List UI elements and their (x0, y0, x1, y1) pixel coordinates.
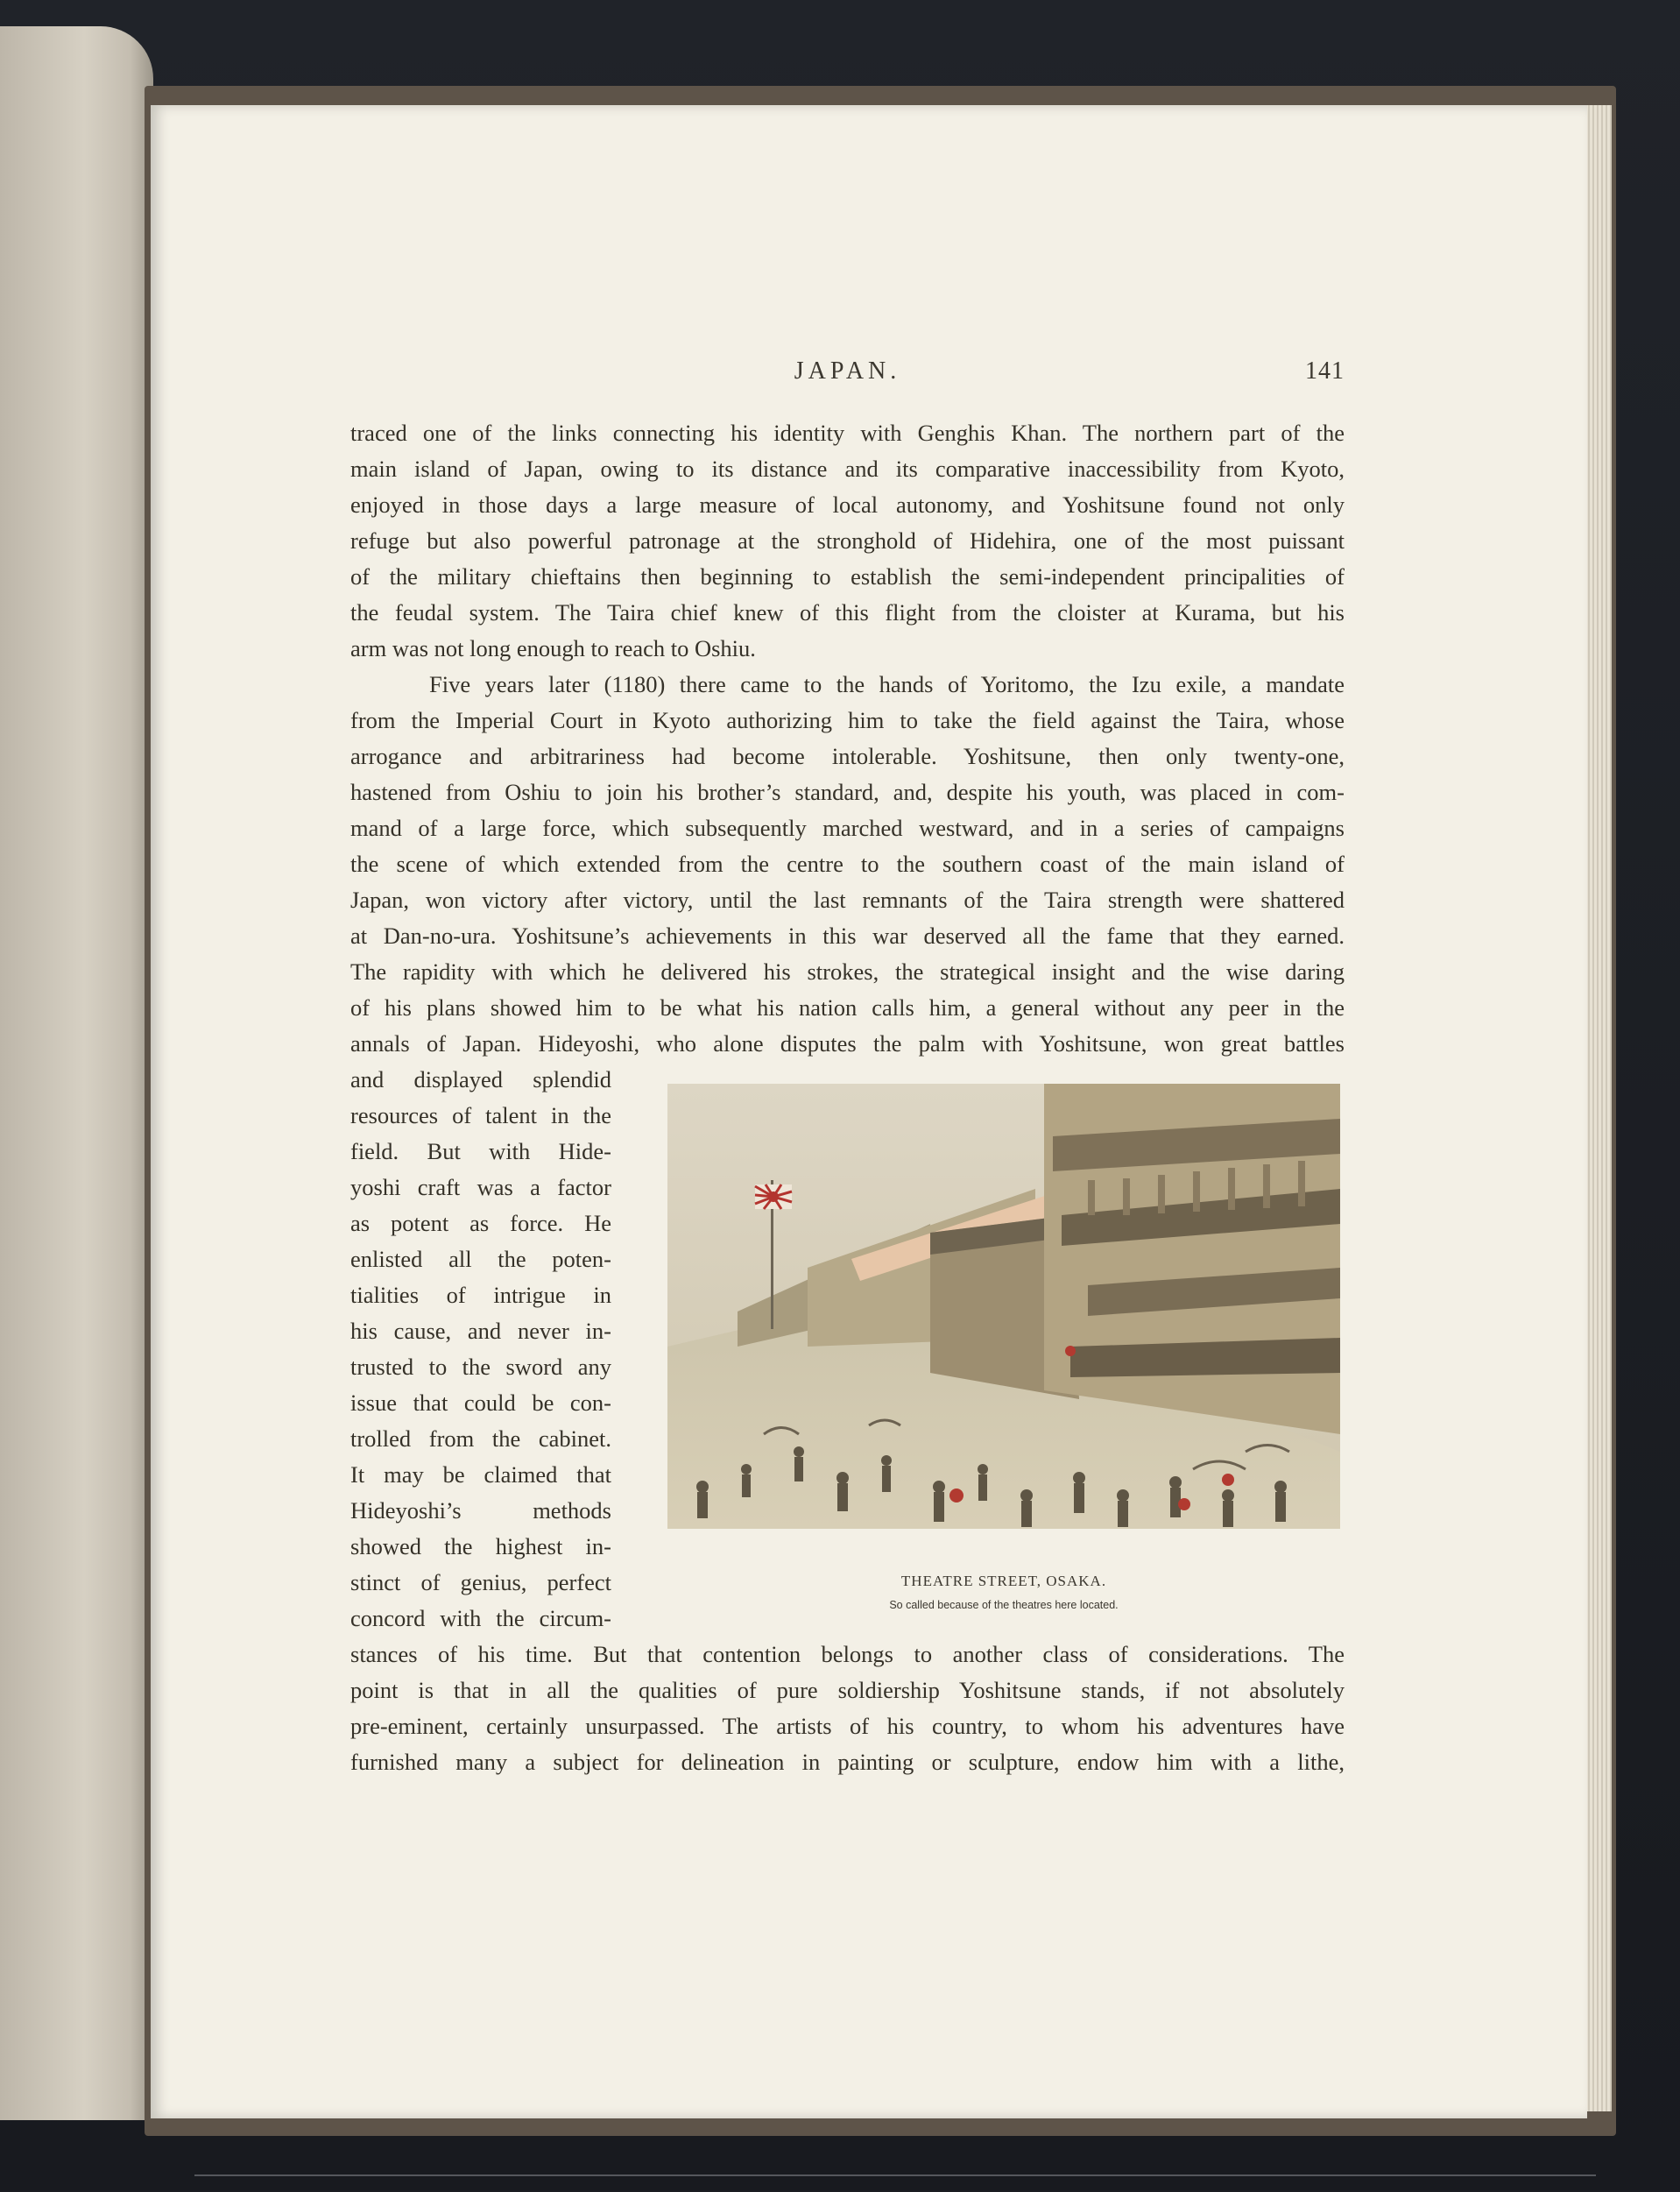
body-line: stances of his time. But that contention belongs to another class of considerations. The (350, 1641, 1345, 1667)
body-line: The rapidity with which he delivered his strokes, the strategical insight and the wise daring (350, 958, 1345, 985)
wrap-line: concord with the circum- (350, 1605, 611, 1631)
body-line: main island of Japan, owing to its distance and its comparative inaccessibility from Kyoto, (350, 456, 1345, 482)
wrap-line: his cause, and never in- (350, 1318, 611, 1344)
body-line: Five years later (1180) there came to the hands of Yoritomo, the Izu exile, a mandate (429, 671, 1345, 697)
page-edges (1585, 105, 1612, 2111)
body-line: annals of Japan. Hideyoshi, who alone disputes the palm with Yoshitsune, won great battles (350, 1030, 1345, 1057)
bottom-strip (194, 2174, 1596, 2192)
wrap-line: yoshi craft was a factor (350, 1174, 611, 1200)
theatre-street-photo (667, 1084, 1340, 1529)
wrap-line: Hideyoshi’s methods (350, 1497, 611, 1524)
body-line: from the Imperial Court in Kyoto authorizing him to take the field against the Taira, whose (350, 707, 1345, 733)
body-line: the scene of which extended from the centre to the southern coast of the main island of (350, 851, 1345, 877)
body-line: point is that in all the qualities of pure soldiership Yoshitsune stands, if not absolutely (350, 1677, 1345, 1703)
running-header (350, 357, 1345, 392)
wrap-line: resources of talent in the (350, 1102, 611, 1128)
body-line: at Dan-no-ura. Yoshitsune’s achievements in this war deserved all the fame that they earned. (350, 923, 1345, 949)
body-line: hastened from Oshiu to join his brother’s standard, and, despite his youth, was placed in com- (350, 779, 1345, 805)
page-number: 141 (1305, 357, 1345, 385)
wrap-line: enlisted all the poten- (350, 1246, 611, 1272)
body-line: Japan, won victory after victory, until the last remnants of the Taira strength were shattered (350, 887, 1345, 913)
wrap-line: tialities of intrigue in (350, 1282, 611, 1308)
wrap-line: as potent as force. He (350, 1210, 611, 1236)
body-line: of his plans showed him to be what his nation calls him, a general without any peer in the (350, 994, 1345, 1021)
body-line: the feudal system. The Taira chief knew of this flight from the cloister at Kurama, but his (350, 599, 1345, 626)
wrap-line: trusted to the sword any (350, 1354, 611, 1380)
photo-caption: THEATRE STREET, OSAKA. (900, 1573, 1107, 1589)
body-line: arrogance and arbitrariness had become intolerable. Yoshitsune, then only twenty-one, (350, 743, 1345, 769)
body-line: of the military chieftains then beginning to establish the semi-independent principalities of (350, 563, 1345, 590)
wrap-line: field. But with Hide- (350, 1138, 611, 1164)
wrap-line: It may be claimed that (350, 1461, 611, 1488)
street-scene-illustration (667, 1084, 1340, 1529)
wrap-line: trolled from the cabinet. (350, 1425, 611, 1452)
body-line: pre-eminent, certainly unsurpassed. The artists of his country, to whom his adventures have (350, 1713, 1345, 1739)
wrap-line: and displayed splendid (350, 1066, 611, 1092)
body-line: refuge but also powerful patronage at the stronghold of Hidehira, one of the most puissant (350, 527, 1345, 554)
body-line: traced one of the links connecting his identity with Genghis Khan. The northern part of the (350, 420, 1345, 446)
wrap-line: issue that could be con- (350, 1389, 611, 1416)
photo-subcaption: So called because of the theatres here located. (889, 1599, 1119, 1611)
body-line: enjoyed in those days a large measure of local autonomy, and Yoshitsune found not only (350, 491, 1345, 518)
wrap-line: stinct of genius, perfect (350, 1569, 611, 1595)
body-line: arm was not long enough to reach to Oshiu. (350, 635, 756, 661)
left-facing-page (0, 26, 153, 2120)
body-line: mand of a large force, which subsequently marched westward, and in a series of campaigns (350, 815, 1345, 841)
running-title: JAPAN. (794, 357, 901, 385)
wrap-line: showed the highest in- (350, 1533, 611, 1559)
body-line: furnished many a subject for delineation in painting or sculpture, endow him with a lithe, (350, 1749, 1345, 1775)
